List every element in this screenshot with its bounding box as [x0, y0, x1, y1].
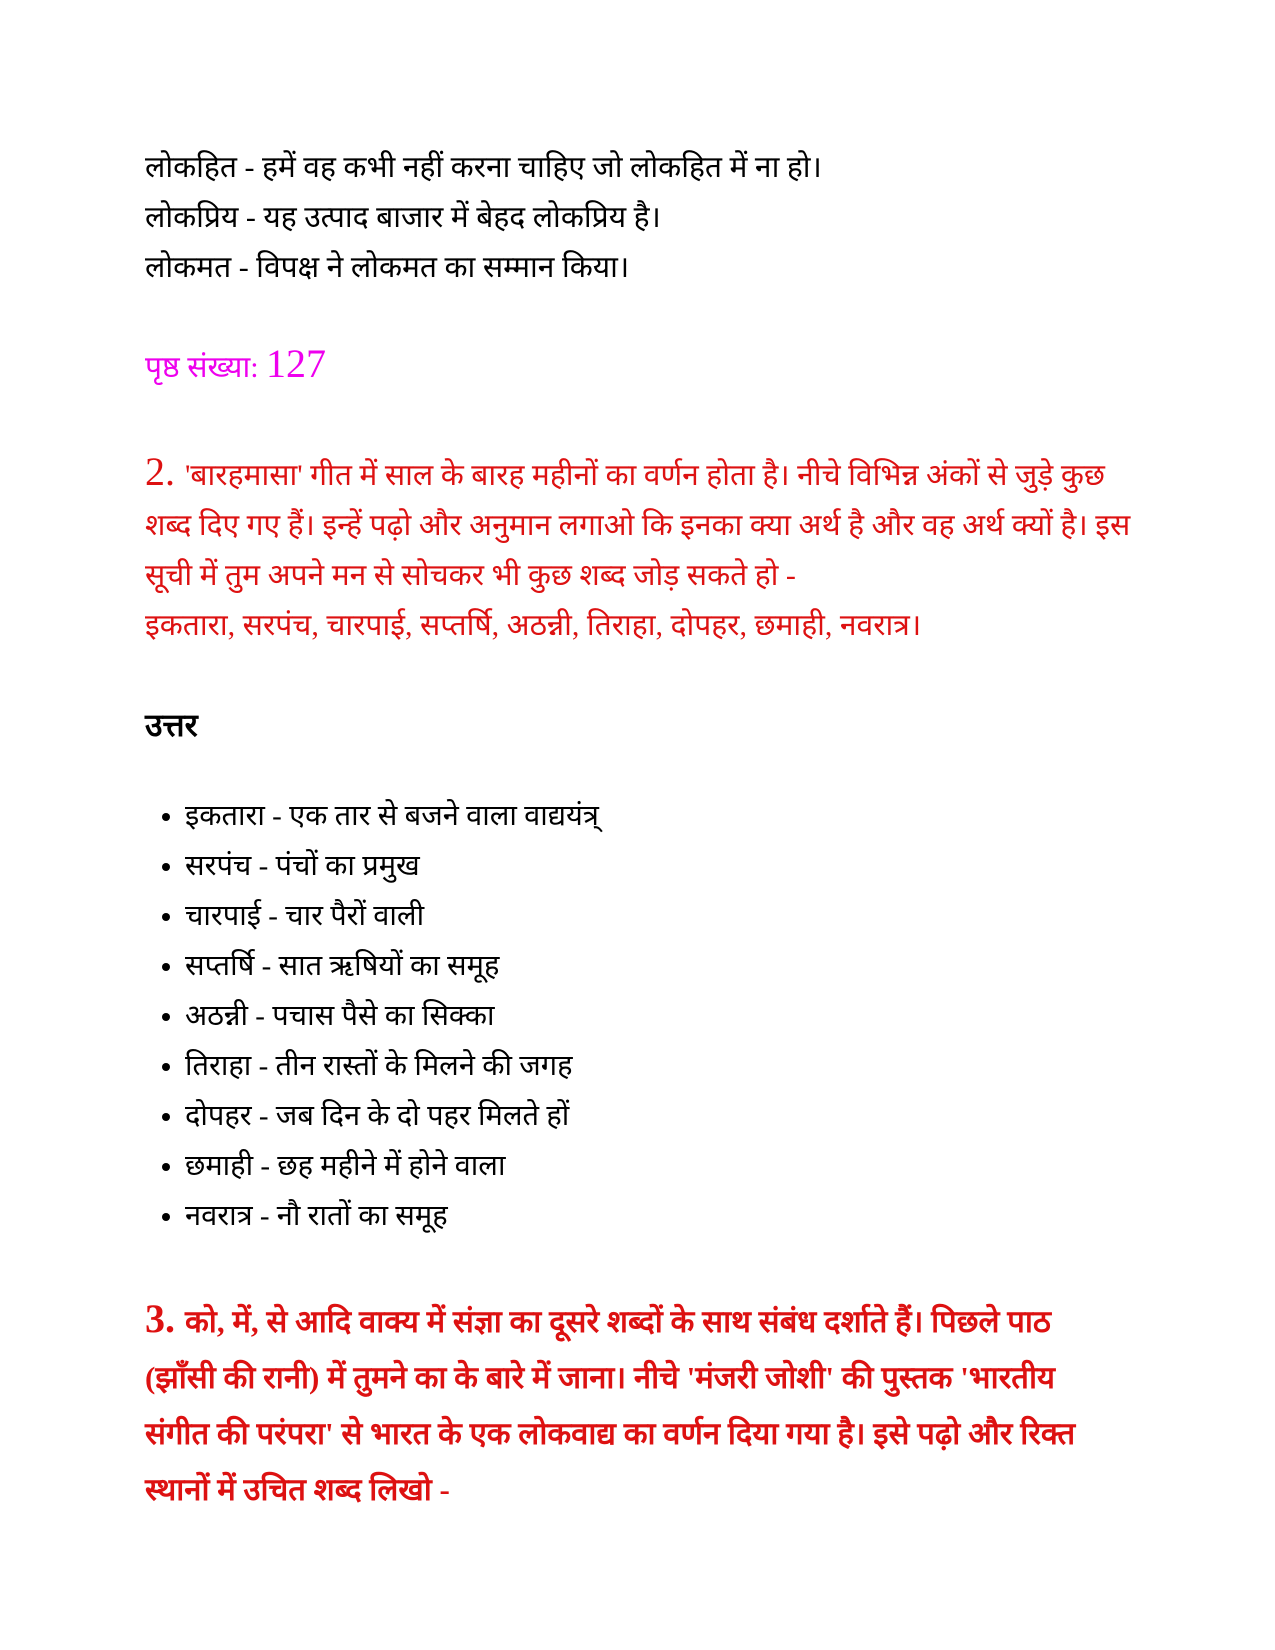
- question-2-number: 2.: [145, 449, 175, 494]
- answer-item-navratra: • नवरात्र - नौ रातों का समूह: [185, 1191, 1150, 1241]
- page-number-line: [145, 339, 1150, 393]
- answer-item-chhamahi: • छमाही - छह महीने में होने वाला: [185, 1141, 1150, 1191]
- vocab-examples: [145, 143, 1150, 293]
- page-number-label: पृष्ठ संख्या:: [145, 351, 259, 384]
- answer-item-iktara: • इकतारा - एक तार से बजने वाला वाद्ययंत्र्: [185, 791, 1150, 841]
- page-number-value: 127: [266, 341, 327, 386]
- question-3-line-2: (झाँसी की रानी) में तुमने का के बारे में जाना। नीचे 'मंजरी जोशी' की पुस्तक 'भारतीय: [145, 1360, 1055, 1395]
- question-3-line-3: संगीत की परंपरा' से भारत के एक लोकवाद्य का वर्णन दिया गया है। इसे पढ़ो और रिक्त: [145, 1416, 1076, 1451]
- question-2-text: 'बारहमासा' गीत में साल के बारह महीनों का वर्णन होता है। नीचे विभिन्न अंकों से जुड़े कुछ: [185, 459, 1105, 492]
- question-2-line-3: सूची में तुम अपने मन से सोचकर भी कुछ शब्द जोड़ सकते हो -: [145, 559, 796, 592]
- vocab-example-lokmat: लोकमत - विपक्ष ने लोकमत का सम्मान किया।: [145, 251, 630, 284]
- vocab-example-lokhit: लोकहित - हमें वह कभी नहीं करना चाहिए जो लोकहित में ना हो।: [145, 151, 822, 184]
- answer-heading: उत्तर: [145, 707, 198, 743]
- answer-item-tiraha: • तिराहा - तीन रास्तों के मिलने की जगह: [185, 1041, 1150, 1091]
- question-3-line-4: स्थानों में उचित शब्द लिखो -: [145, 1472, 450, 1507]
- question-3-line-1: [145, 1291, 1150, 1350]
- vocab-example-lokpriya: लोकप्रिय - यह उत्पाद बाजार में बेहद लोकप्रिय है।: [145, 201, 661, 234]
- answer-list: [145, 791, 1150, 1241]
- question-3-number: 3.: [145, 1296, 175, 1341]
- question-2-line-1: [145, 447, 1150, 501]
- answer-item-dopahar: • दोपहर - जब दिन के दो पहर मिलते हों: [185, 1091, 1150, 1141]
- question-3: [145, 1291, 1150, 1518]
- answer-item-athanni: • अठन्नी - पचास पैसे का सिक्का: [185, 991, 1150, 1041]
- question-2-line-2: शब्द दिए गए हैं। इन्हें पढ़ो और अनुमान लगाओ कि इनका क्या अर्थ है और वह अर्थ क्यों है। इस: [145, 509, 1131, 542]
- question-2: [145, 447, 1150, 651]
- answer-item-sarpanch: • सरपंच - पंचों का प्रमुख: [185, 841, 1150, 891]
- question-3-text: को, में, से आदि वाक्य में संज्ञा का दूसरे शब्दों के साथ संबंध दर्शाते हैं। पिछले पाठ: [185, 1304, 1051, 1339]
- answer-item-charpai: • चारपाई - चार पैरों वाली: [185, 891, 1150, 941]
- answer-item-saptarshi: • सप्तर्षि - सात ऋषियों का समूह: [185, 941, 1150, 991]
- question-2-word-list: इकतारा, सरपंच, चारपाई, सप्तर्षि, अठन्नी, तिराहा, दोपहर, छमाही, नवरात्र।: [145, 609, 922, 642]
